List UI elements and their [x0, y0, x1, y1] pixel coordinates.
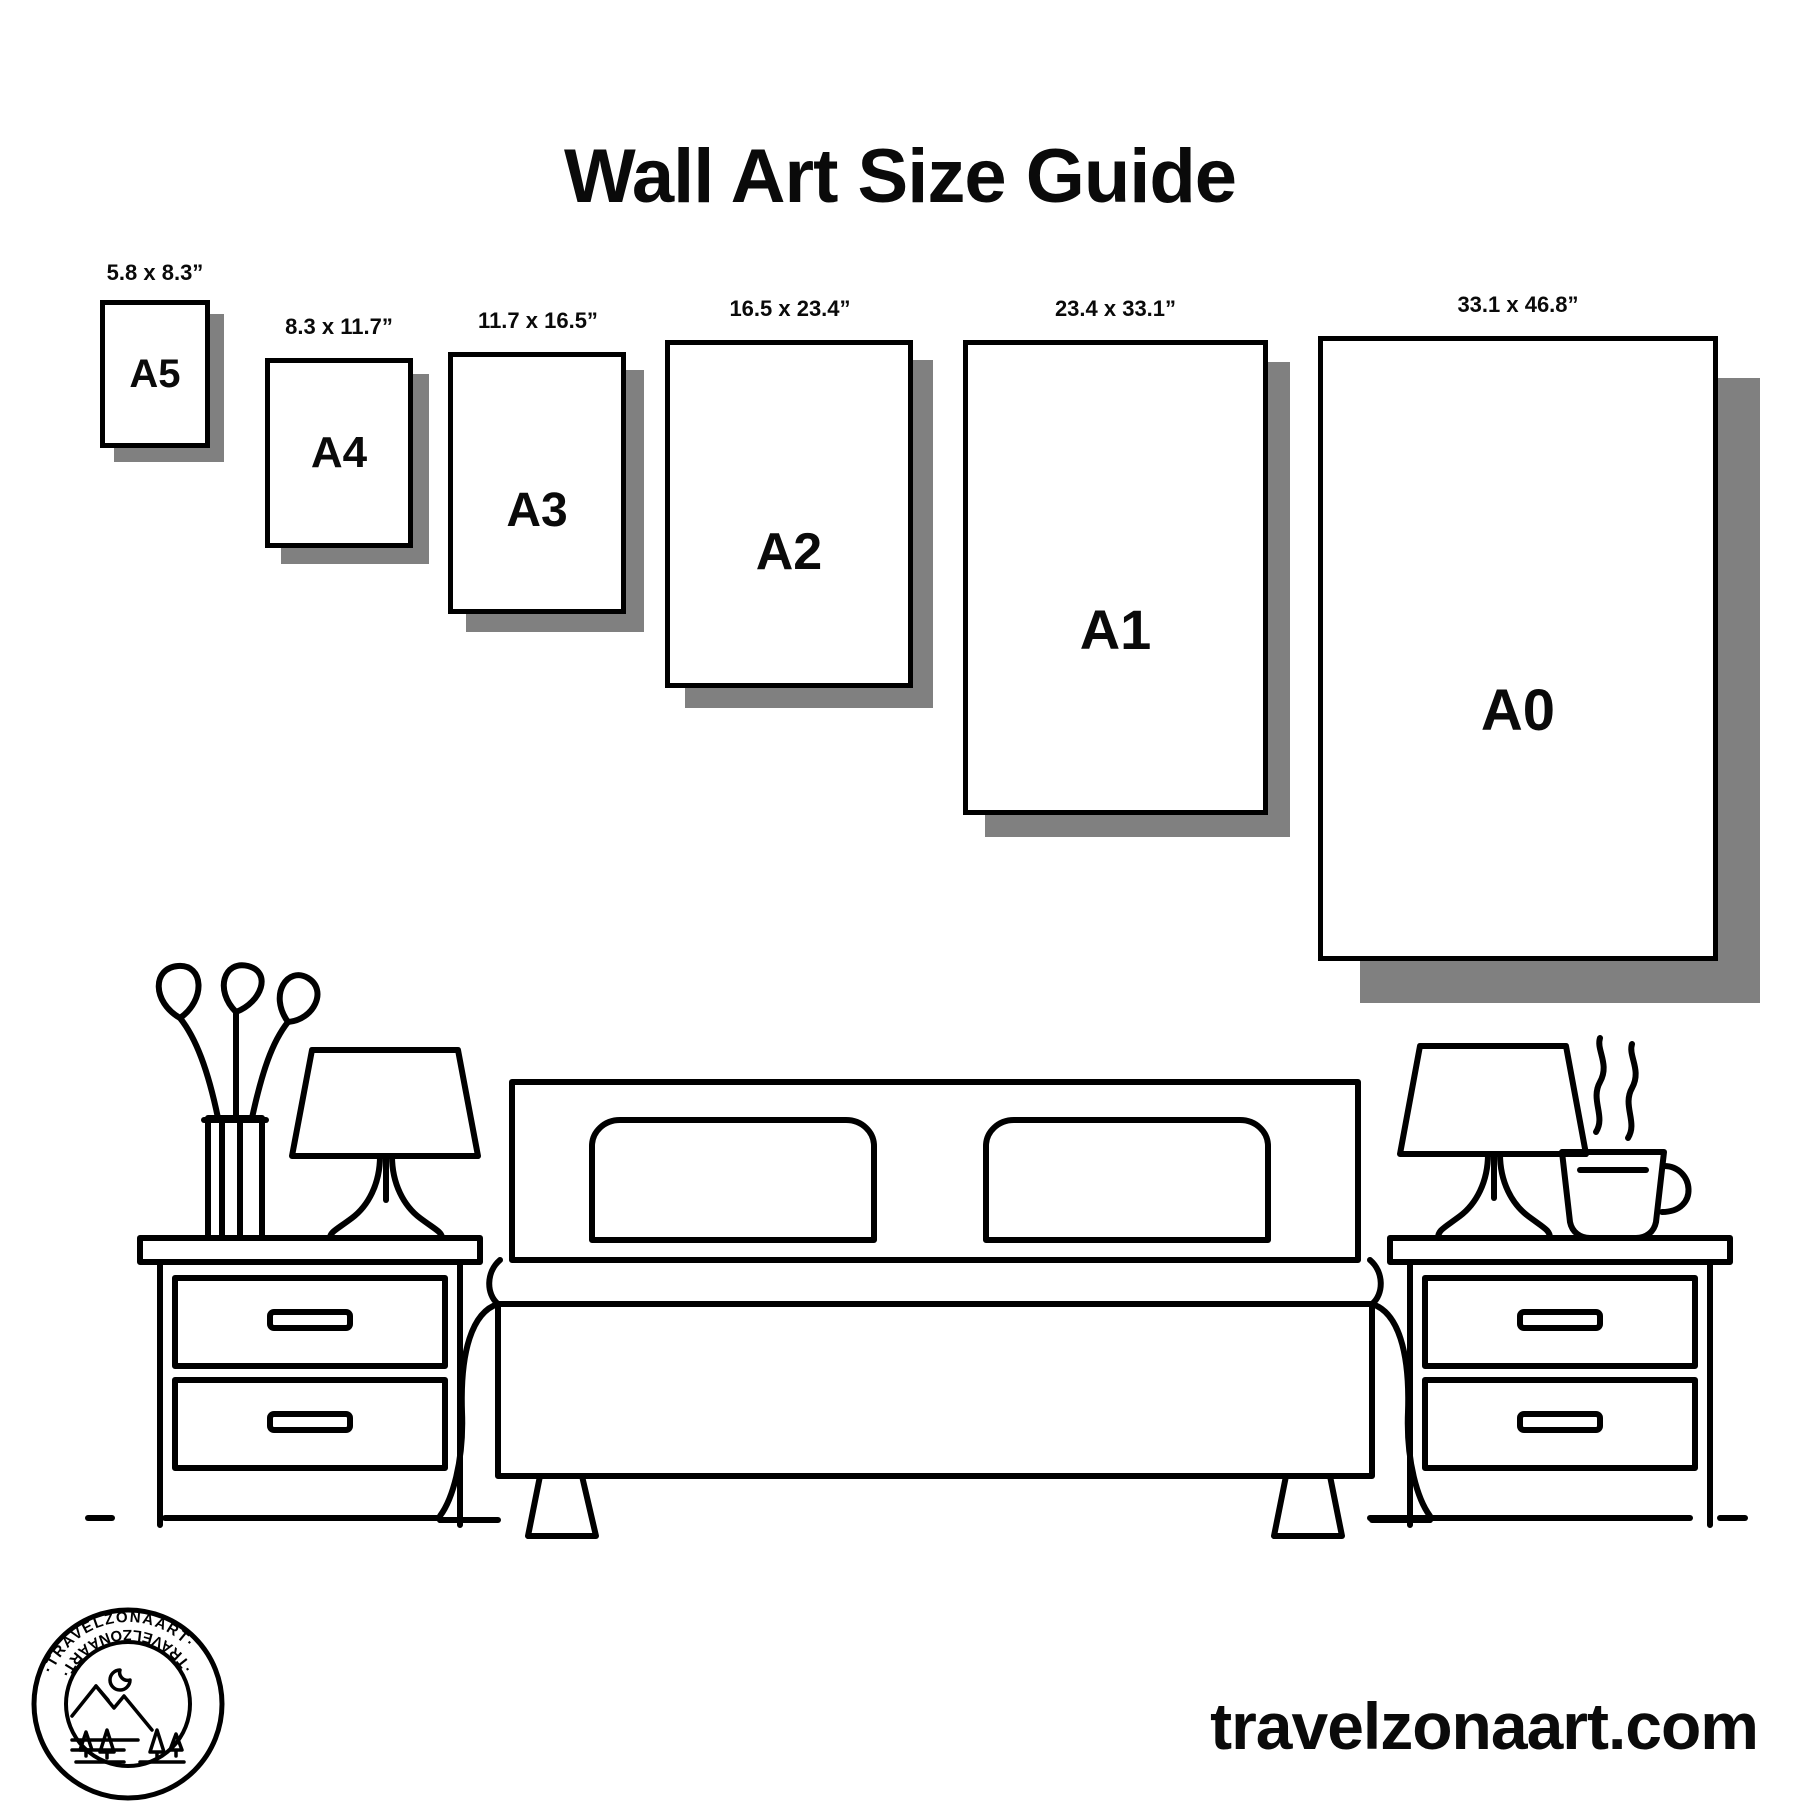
page-title: Wall Art Size Guide [563, 133, 1237, 219]
plant-vase [159, 965, 318, 1238]
frame-label-a3: A3 [506, 484, 568, 537]
frame-dimensions-a2: 16.5 x 23.4” [729, 296, 851, 321]
nightstand-left [140, 1238, 480, 1525]
frame-box-a1[interactable] [963, 340, 1268, 815]
frame-box-a0[interactable] [1318, 336, 1718, 961]
table-lamp-left [292, 1050, 478, 1238]
table-lamp-right [1400, 1046, 1586, 1238]
frame-box-a3[interactable] [448, 352, 626, 614]
frame-box-a4[interactable] [265, 358, 413, 548]
svg-text:·TRAVELZONAART·: ·TRAVELZONAART· [39, 1608, 199, 1676]
frame-label-a5: A5 [129, 352, 181, 396]
frame-label-a0: A0 [1480, 677, 1556, 743]
frame-box-a2[interactable] [665, 340, 913, 688]
frame-dimensions-a0: 33.1 x 46.8” [1457, 292, 1579, 317]
frame-dimensions-a5: 5.8 x 8.3” [106, 260, 204, 285]
frame-dimensions-a3: 11.7 x 16.5” [478, 308, 598, 333]
frame-label-a4: A4 [310, 428, 368, 477]
bedroom-illustration [0, 960, 1800, 1580]
frame-box-a5[interactable] [100, 300, 210, 448]
svg-text:·TRAVELZONAART·: ·TRAVELZONAART· [55, 1625, 197, 1682]
site-url[interactable]: travelzonaart.com [1210, 1689, 1758, 1763]
brand-logo-badge [28, 1604, 228, 1804]
bedroom-scene [0, 960, 1800, 1580]
frame-label-a1: A1 [1079, 597, 1152, 661]
frame-label-a2: A2 [755, 523, 823, 581]
bed [440, 1082, 1430, 1536]
brand-logo[interactable] [28, 1604, 228, 1804]
nightstand-right [1390, 1238, 1730, 1525]
frame-dimensions-a4: 8.3 x 11.7” [285, 314, 393, 339]
frame-dimensions-a1: 23.4 x 33.1” [1054, 296, 1177, 321]
